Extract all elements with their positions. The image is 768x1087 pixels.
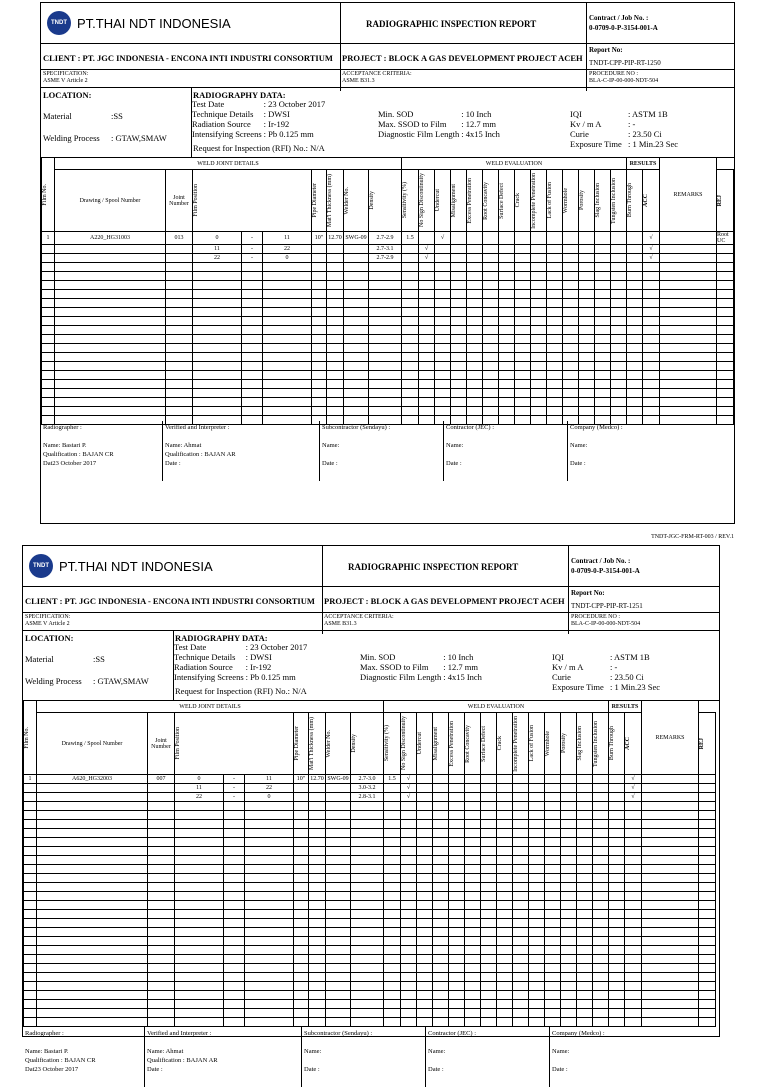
evaluation-header: Lack of Fusion [529, 725, 535, 762]
table-row [24, 865, 716, 874]
film-data-table: Min. SOD : 10 Inch Max. SSOD to Film : 12.7 mm Diagnostic Film Length : 4x15 Inch [360, 652, 482, 682]
report-no-label: Report No: [589, 46, 623, 54]
table-row [42, 263, 734, 272]
radiography-data-table: Test Date : 23 October 2017 Technique Details : DWSI Radiation Source : Ir-192 Intensifying Screens : Pb 0.125 mm [174, 642, 308, 682]
signature-field [446, 450, 494, 459]
signature-field: Name: [446, 442, 464, 449]
acceptance-value: ASME B31.3 [342, 78, 375, 84]
acceptance-label: ACCEPTANCE CRITERIA: [342, 71, 412, 77]
evaluation-header: Crack [497, 736, 503, 751]
evaluation-mark: √ [401, 784, 417, 793]
table-row [24, 811, 716, 820]
table-row: 1 A620_HG32003 007 0 - 11 10" 12.70 SWG-09 2.7-3.0 1.5 √ √ [24, 775, 716, 784]
evaluation-header: Slag Inclusion [595, 183, 601, 218]
signature-field: Date : [552, 1066, 568, 1073]
company-header [29, 554, 213, 578]
table-row [42, 371, 734, 380]
remarks-header: REMARKS [660, 158, 717, 232]
signature-field [428, 1056, 476, 1065]
signature-field [322, 450, 390, 459]
signature-field: Radiographer : [25, 1030, 64, 1037]
signature-field [428, 1038, 476, 1047]
contract-label: Contract / Job No. : [571, 557, 631, 565]
signature-field: Company (Medco) : [552, 1030, 605, 1037]
table-row [24, 946, 716, 955]
table-row [42, 398, 734, 407]
table-row [24, 1000, 716, 1009]
radiography-data-label: RADIOGRAPHY DATA: [175, 633, 268, 643]
results-header: RESULTS [627, 158, 660, 170]
evaluation-mark: √ [419, 254, 435, 263]
welding-process-label: Welding Process [25, 676, 82, 686]
table-row [42, 389, 734, 398]
report-number: TNDT-CPP-PIP-RT-1251 [571, 602, 643, 610]
signature-field: Qualification : BAJAN AR [165, 451, 236, 458]
evaluation-header: Incomplete Penetration [513, 715, 519, 772]
evaluation-header: No Sign Discontinuity [419, 173, 425, 228]
table-row [24, 838, 716, 847]
signature-field: Name: Bastari P. [43, 442, 87, 449]
table-row [42, 326, 734, 335]
evaluation-header: Crack [515, 193, 521, 208]
evaluation-header: Surface Defect [499, 182, 505, 219]
report-sheet-2 [22, 545, 720, 1073]
signature-field: Date : [570, 460, 586, 467]
table-row [24, 847, 716, 856]
procedure-label: PROCEDURE NO : [571, 614, 621, 620]
table-row [24, 928, 716, 937]
procedure-label: PROCEDURE NO : [589, 71, 639, 77]
table-row [42, 344, 734, 353]
report-no-label: Report No: [571, 589, 605, 597]
rfi-line: Request for Inspection (RFI) No.: N/A [175, 686, 307, 696]
table-row [42, 335, 734, 344]
signature-field: Name: [552, 1048, 570, 1055]
welding-process-label: Welding Process [43, 133, 100, 143]
evaluation-header: Undercut [435, 189, 441, 212]
evaluation-header: Tungsten Inclusion [611, 177, 617, 224]
signature-field [25, 1038, 96, 1047]
signature-field: Qualification : BAJAN AR [147, 1057, 218, 1064]
table-row [24, 937, 716, 946]
exposure-data-table: IQI : ASTM 1B Kv / m A : - Curie : 23.50 Ci Exposure Time : 1 Min.23 Sec [570, 109, 679, 149]
weld-joint-details-header: WELD JOINT DETAILS [37, 701, 384, 713]
table-row [24, 901, 716, 910]
signature-field: Date : [147, 1066, 163, 1073]
signature-field: Radiographer : [43, 424, 82, 431]
evaluation-header: Burn Through [627, 183, 633, 218]
signature-field: Date : [446, 460, 462, 467]
evaluation-header: Wormhole [563, 187, 569, 214]
evaluation-header: Incomplete Penetration [531, 172, 537, 229]
table-row [24, 1009, 716, 1018]
table-row [24, 802, 716, 811]
weld-joint-details-header: WELD JOINT DETAILS [55, 158, 402, 170]
evaluation-header: Porosity [579, 190, 585, 211]
evaluation-header: Excess Penetration [467, 177, 473, 224]
evaluation-header: Surface Defect [481, 725, 487, 762]
report-title: RADIOGRAPHIC INSPECTION REPORT [366, 19, 537, 29]
table-row: 22 - 0 2.7-2.9 √ √ [42, 254, 734, 263]
signature-field: Date : [165, 460, 181, 467]
table-row [42, 281, 734, 290]
company-logo-icon: TNDT [29, 554, 53, 578]
evaluation-mark: √ [419, 245, 435, 254]
table-row [42, 353, 734, 362]
spec-value: ASME V Article 2 [25, 621, 70, 627]
signature-field: Qualification : BAJAN CR [25, 1057, 96, 1064]
signature-field: Name: [304, 1048, 322, 1055]
signature-field [322, 432, 390, 441]
table-row [24, 910, 716, 919]
signature-field: Company (Medco) : [570, 424, 623, 431]
evaluation-header: Lack of Fusion [547, 182, 553, 219]
signature-field: Date : [428, 1066, 444, 1073]
signature-field: Name: [428, 1048, 446, 1055]
table-row [42, 362, 734, 371]
table-row [42, 308, 734, 317]
signature-field [304, 1056, 372, 1065]
acceptance-value: ASME B31.3 [324, 621, 357, 627]
rfi-line: Request for Inspection (RFI) No.: N/A [193, 143, 325, 153]
signature-field [446, 432, 494, 441]
signature-field: Name: [570, 442, 588, 449]
report-number: TNDT-CPP-PIP-RT-1250 [589, 59, 661, 67]
signature-field [552, 1056, 605, 1065]
exposure-data-table: IQI : ASTM 1B Kv / m A : - Curie : 23.50 Ci Exposure Time : 1 Min.23 Sec [552, 652, 661, 692]
table-row: 11 - 22 2.7-3.1 √ √ [42, 245, 734, 254]
signature-field: Dat23 October 2017 [25, 1066, 79, 1073]
company-header [47, 11, 231, 35]
signature-field: Contractor (JEC) : [446, 424, 495, 431]
table-row [24, 829, 716, 838]
weld-evaluation-header: WELD EVALUATION [384, 701, 609, 713]
signature-field [147, 1038, 218, 1047]
spec-value: ASME V Article 2 [43, 78, 88, 84]
drawing-header: Drawing / Spool Number [55, 170, 166, 232]
evaluation-header: Excess Penetration [449, 720, 455, 767]
drawing-header: Drawing / Spool Number [37, 713, 148, 775]
company-name: PT.THAI NDT INDONESIA [77, 15, 231, 31]
signature-field [570, 450, 623, 459]
table-row [24, 856, 716, 865]
signature-field: Verified and Interpreter : [147, 1030, 212, 1037]
evaluation-header: Misalignment [451, 183, 457, 218]
location-label: LOCATION: [43, 90, 92, 100]
procedure-value: BLA-C-IP-00-000-NDT-504 [589, 78, 659, 84]
signature-footer [23, 1027, 719, 1087]
table-row [42, 272, 734, 281]
project-line: PROJECT : BLOCK A GAS DEVELOPMENT PROJECT ACEH [324, 596, 565, 606]
evaluation-mark: √ [401, 775, 417, 784]
evaluation-header: Tungsten Inclusion [593, 720, 599, 767]
table-row [24, 955, 716, 964]
signature-field [43, 432, 114, 441]
radiography-data-label: RADIOGRAPHY DATA: [193, 90, 286, 100]
contract-number: 0-0709-0-P-3154-001-A [571, 567, 640, 575]
joint-header: Joint Number [166, 170, 193, 232]
client-line: CLIENT : PT. JGC INDONESIA - ENCONA INTI INDUSTRI CONSORTIUM [25, 596, 315, 606]
film-no-header: Film No. [24, 726, 30, 749]
welding-process-value: : GTAW,SMAW [93, 676, 149, 686]
company-logo-icon: TNDT [47, 11, 71, 35]
table-row [24, 982, 716, 991]
signature-field: Name: Ahmat [165, 442, 202, 449]
joint-header: Joint Number [148, 713, 175, 775]
evaluation-header: Undercut [417, 732, 423, 755]
signature-field: Dat23 October 2017 [43, 460, 97, 467]
table-row [24, 883, 716, 892]
table-row [42, 317, 734, 326]
signature-field: Subcontractor (Sendayu) : [304, 1030, 373, 1037]
evaluation-header: Slag Inclusion [577, 726, 583, 761]
report-sheet-1 [40, 2, 735, 524]
signature-field: Name: [322, 442, 340, 449]
table-row: 22 - 0 2.8-3.1 √ √ [24, 793, 716, 802]
remarks-header: REMARKS [642, 701, 699, 775]
material-label: Material [25, 654, 54, 664]
table-row [24, 964, 716, 973]
location-label: LOCATION: [25, 633, 74, 643]
spec-label: SPECIFICATION: [43, 71, 89, 77]
table-row [24, 919, 716, 928]
weld-evaluation-header: WELD EVALUATION [402, 158, 627, 170]
signature-field [165, 432, 236, 441]
signature-field: Date : [322, 460, 338, 467]
material-value: :SS [93, 654, 105, 664]
signature-field: Name: Bastari P. [25, 1048, 69, 1055]
evaluation-header: Misalignment [433, 726, 439, 761]
signature-field: Date : [304, 1066, 320, 1073]
results-header: RESULTS [609, 701, 642, 713]
spec-label: SPECIFICATION: [25, 614, 71, 620]
company-name: PT.THAI NDT INDONESIA [59, 558, 213, 574]
signature-field: Subcontractor (Sendayu) : [322, 424, 391, 431]
evaluation-header: Burn Through [609, 726, 615, 761]
signature-field: Contractor (JEC) : [428, 1030, 477, 1037]
evaluation-header: No Sign Discontinuity [401, 716, 407, 771]
evaluation-header: Wormhole [545, 730, 551, 757]
film-data-table: Min. SOD : 10 Inch Max. SSOD to Film : 12.7 mm Diagnostic Film Length : 4x15 Inch [378, 109, 500, 139]
procedure-value: BLA-C-IP-00-000-NDT-504 [571, 621, 641, 627]
material-label: Material [43, 111, 72, 121]
acceptance-label: ACCEPTANCE CRITERIA: [324, 614, 394, 620]
signature-field: Qualification : BAJAN CR [43, 451, 114, 458]
contract-number: 0-0709-0-P-3154-001-A [589, 24, 658, 32]
evaluation-header: Porosity [561, 733, 567, 754]
signature-footer [41, 421, 734, 481]
project-line: PROJECT : BLOCK A GAS DEVELOPMENT PROJECT ACEH [342, 53, 583, 63]
table-row [42, 299, 734, 308]
weld-table: Film No. WELD JOINT DETAILS WELD EVALUATION RESULTS REMARKS Drawing / Spool Number Joint Number Film Position Pipe Diameter Mat'l Thickness (mm) Welder No. Density Sensitivity (%) No Sign Discontinuity Undercut Misalignment Excess Penetration Root Concavity Surface Defect Crack Incomplete Penetration Lack of Fusion Wormhole Porosity Slag Inclusion Tungsten Inclusion Burn Through ACC REJ 1 A220_HG31003 013 0 - 11 10" 12.70 SWG-09 2.7-2.9 1.5 √ √ Root UC 11 - 22 2.7-3.1 √ √ 22 - 0 2.7-2.9 √ √ [41, 157, 734, 425]
signature-field: Verified and Interpreter : [165, 424, 230, 431]
signature-field [570, 432, 623, 441]
table-row [42, 290, 734, 299]
evaluation-header: Root Concavity [483, 181, 489, 220]
table-row: 1 A220_HG31003 013 0 - 11 10" 12.70 SWG-09 2.7-2.9 1.5 √ √ Root UC [42, 232, 734, 245]
welding-process-value: : GTAW,SMAW [111, 133, 167, 143]
evaluation-mark: √ [401, 793, 417, 802]
contract-label: Contract / Job No. : [589, 14, 649, 22]
report-title: RADIOGRAPHIC INSPECTION REPORT [348, 562, 519, 572]
radiography-data-table: Test Date : 23 October 2017 Technique Details : DWSI Radiation Source : Ir-192 Intensifying Screens : Pb 0.125 mm [192, 99, 326, 139]
weld-table: Film No. WELD JOINT DETAILS WELD EVALUATION RESULTS REMARKS Drawing / Spool Number Joint Number Film Position Pipe Diameter Mat'l Thickness (mm) Welder No. Density Sensitivity (%) No Sign Discontinuity Undercut Misalignment Excess Penetration Root Concavity Surface Defect Crack Incomplete Penetration Lack of Fusion Wormhole Porosity Slag Inclusion Tungsten Inclusion Burn Through ACC REJ 1 A620_HG32003 007 0 - 11 10" 12.70 SWG-09 2.7-3.0 1.5 √ √ 11 - 22 3.0-3.2 √ √ 22 - 0 2.8-3.1 √ √ [23, 700, 716, 1027]
table-row [24, 892, 716, 901]
table-row [24, 820, 716, 829]
signature-field: Name: Ahmat [147, 1048, 184, 1055]
evaluation-mark: √ [435, 232, 451, 245]
film-no-header: Film No. [42, 183, 48, 206]
evaluation-header: Root Concavity [465, 724, 471, 763]
form-number: TNDT-JGC-FRM-RT-003 / REV.1 [651, 534, 734, 540]
table-row [24, 874, 716, 883]
table-row [24, 1018, 716, 1027]
table-row: 11 - 22 3.0-3.2 √ √ [24, 784, 716, 793]
signature-field [304, 1038, 372, 1047]
table-row [42, 407, 734, 416]
table-row [24, 991, 716, 1000]
table-row [42, 380, 734, 389]
signature-field [552, 1038, 605, 1047]
material-value: :SS [111, 111, 123, 121]
table-row [24, 973, 716, 982]
client-line: CLIENT : PT. JGC INDONESIA - ENCONA INTI INDUSTRI CONSORTIUM [43, 53, 333, 63]
